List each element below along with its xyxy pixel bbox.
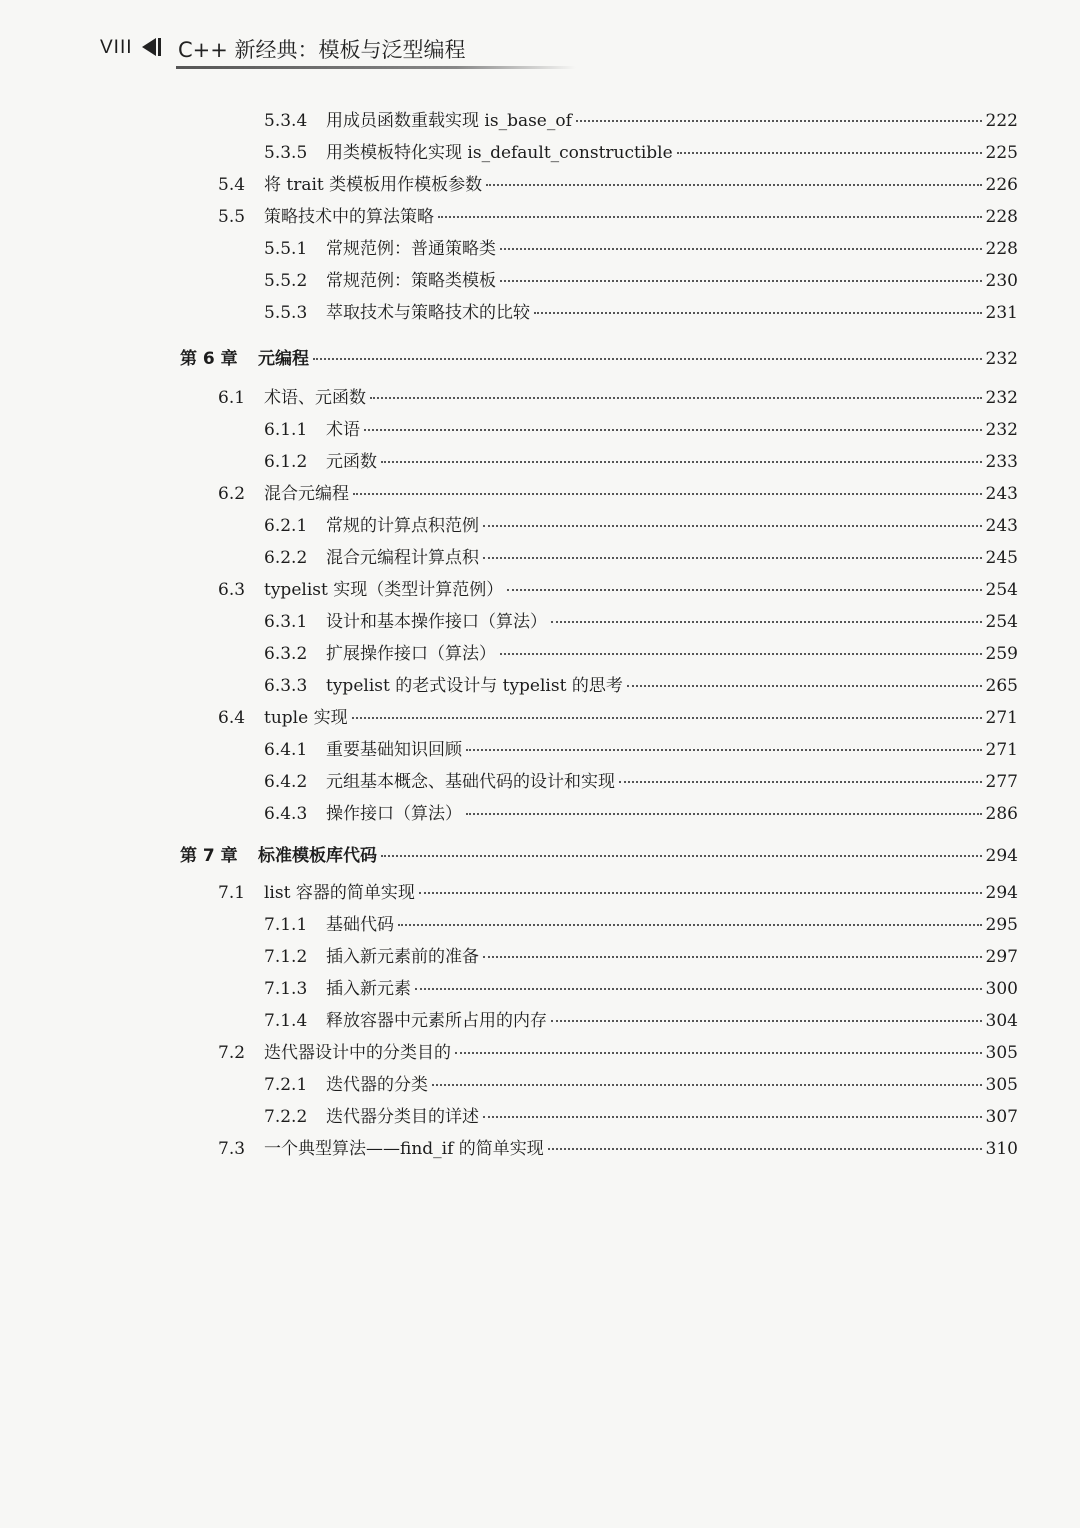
toc-entry-page: 243 [985,484,1018,504]
toc-entry-title: 设计和基本操作接口（算法） [326,612,547,632]
toc-entry-page: 294 [985,846,1018,866]
dot-leader [353,493,982,495]
dot-leader [483,557,982,559]
toc-entry-page: 231 [985,303,1018,323]
book-title: C++ 新经典：模板与泛型编程 [178,38,466,62]
toc-entry: 6.3.1 设计和基本操作接口（算法） 254 [264,607,1018,637]
toc-entry-page: 232 [985,388,1018,408]
toc-entry: 7.2.1 迭代器的分类 305 [264,1070,1018,1100]
toc-entry-title: 用类模板特化实现 is_default_constructible [326,143,673,163]
toc-entry-title: 混合元编程计算点积 [326,548,479,568]
header-rule [176,66,576,69]
toc-entry-title: 扩展操作接口（算法） [326,644,496,664]
toc-entry-title: 常规范例：普通策略类 [326,239,496,259]
toc-entry-page: 294 [985,883,1018,903]
toc-entry-title: typelist 实现（类型计算范例） [264,580,504,600]
toc-entry-page: 310 [985,1139,1018,1159]
toc-entry-page: 230 [985,271,1018,291]
dot-leader [398,924,982,926]
dot-leader [483,525,982,527]
toc-entry: 5.5 策略技术中的算法策略 228 [218,202,1018,232]
dot-leader [619,781,982,783]
dot-leader [500,248,982,250]
toc-entry: 7.1.1 基础代码 295 [264,910,1018,940]
toc-entry-title: list 容器的简单实现 [264,883,415,903]
page-number: VIII [100,37,133,58]
dot-leader [548,1148,982,1150]
toc-entry: 5.3.4 用成员函数重载实现 is_base_of 222 [264,106,1018,136]
toc-entry-title: 策略技术中的算法策略 [264,207,434,227]
toc-entry-title: typelist 的老式设计与 typelist 的思考 [326,676,623,696]
toc-entry: 6.4 tuple 实现 271 [218,703,1018,733]
toc-entry-page: 271 [985,740,1018,760]
dot-leader [483,956,982,958]
toc-entry: 7.2 迭代器设计中的分类目的 305 [218,1038,1018,1068]
toc-entry-title: 操作接口（算法） [326,804,462,824]
dot-leader [551,1020,982,1022]
toc-entry-title: 将 trait 类模板用作模板参数 [264,175,483,195]
toc-entry-title: 迭代器设计中的分类目的 [264,1043,451,1063]
dot-leader [415,988,982,990]
toc-entry: 7.1.2 插入新元素前的准备 297 [264,942,1018,972]
dot-leader [364,429,982,431]
toc-entry: 6.3.2 扩展操作接口（算法） 259 [264,639,1018,669]
toc-entry-page: 245 [985,548,1018,568]
toc-entry: 6.4.2 元组基本概念、基础代码的设计和实现 277 [264,767,1018,797]
toc-entry-page: 232 [985,420,1018,440]
toc-entry-title: 元函数 [326,452,377,472]
toc-entry-page: 304 [985,1011,1018,1031]
toc-entry: 6.1.2 元函数 233 [264,447,1018,477]
dot-leader [370,397,982,399]
toc-entry-title: 基础代码 [326,915,394,935]
dot-leader [576,120,982,122]
toc-entry-title: 元编程 [258,349,309,369]
toc-entry-title: 萃取技术与策略技术的比较 [326,303,530,323]
toc-entry-title: 元组基本概念、基础代码的设计和实现 [326,772,615,792]
toc-entry-page: 228 [985,207,1018,227]
dot-leader [438,216,982,218]
toc-entry-page: 254 [985,612,1018,632]
toc-chapter: 第 7 章 标准模板库代码 294 [180,841,1018,871]
dot-leader [466,813,982,815]
dot-leader [455,1052,982,1054]
toc-entry-page: 254 [985,580,1018,600]
toc-entry: 5.5.3 萃取技术与策略技术的比较 231 [264,298,1018,328]
toc-entry-page: 232 [985,349,1018,369]
toc-entry-page: 286 [985,804,1018,824]
toc-entry: 5.3.5 用类模板特化实现 is_default_constructible 225 [264,138,1018,168]
dot-leader [313,358,982,360]
toc-entry: 6.1.1 术语 232 [264,415,1018,445]
dot-leader [483,1116,982,1118]
dot-leader [534,312,982,314]
toc-entry-page: 300 [985,979,1018,999]
toc-entry-title: 用成员函数重载实现 is_base_of [326,111,572,131]
toc-entry-page: 265 [985,676,1018,696]
toc-entry: 6.4.3 操作接口（算法） 286 [264,799,1018,829]
toc-chapter: 第 6 章 元编程 232 [180,344,1018,374]
toc-entry: 5.5.2 常规范例：策略类模板 230 [264,266,1018,296]
toc-entry-title: 插入新元素 [326,979,411,999]
dot-leader [352,717,982,719]
toc-entry: 6.2 混合元编程 243 [218,479,1018,509]
dot-leader [500,280,982,282]
toc-entry-page: 295 [985,915,1018,935]
toc-entry-title: tuple 实现 [264,708,348,728]
toc-entry-title: 常规范例：策略类模板 [326,271,496,291]
toc-entry: 5.5.1 常规范例：普通策略类 228 [264,234,1018,264]
dot-leader [507,589,981,591]
toc-entry: 6.2.2 混合元编程计算点积 245 [264,543,1018,573]
toc-entry-title: 释放容器中元素所占用的内存 [326,1011,547,1031]
toc-entry-page: 226 [985,175,1018,195]
dot-leader [381,855,982,857]
dot-leader [432,1084,982,1086]
toc-entry: 7.2.2 迭代器分类目的详述 307 [264,1102,1018,1132]
toc-entry: 6.4.1 重要基础知识回顾 271 [264,735,1018,765]
toc-entry-title: 标准模板库代码 [258,846,377,866]
toc-entry-page: 305 [985,1043,1018,1063]
toc-entry-title: 常规的计算点积范例 [326,516,479,536]
toc-entry-page: 243 [985,516,1018,536]
toc-entry-title: 混合元编程 [264,484,349,504]
toc-entry-title: 一个典型算法——find_if 的简单实现 [264,1139,544,1159]
toc-entry-title: 迭代器分类目的详述 [326,1107,479,1127]
toc-entry-page: 222 [985,111,1018,131]
toc-entry-title: 术语 [326,420,360,440]
toc-entry-page: 271 [985,708,1018,728]
dot-leader [419,892,982,894]
running-header [100,30,580,70]
toc-entry-page: 233 [985,452,1018,472]
dot-leader [486,184,981,186]
toc-entry-page: 305 [985,1075,1018,1095]
toc-entry-page: 297 [985,947,1018,967]
dot-leader [551,621,982,623]
toc-entry: 7.3 一个典型算法——find_if 的简单实现 310 [218,1134,1018,1164]
triangle-marker-icon [140,36,162,58]
toc-entry: 7.1.3 插入新元素 300 [264,974,1018,1004]
dot-leader [677,152,982,154]
toc-entry: 6.3 typelist 实现（类型计算范例） 254 [218,575,1018,605]
toc-entry: 6.3.3 typelist 的老式设计与 typelist 的思考 265 [264,671,1018,701]
toc-entry: 7.1.4 释放容器中元素所占用的内存 304 [264,1006,1018,1036]
toc-entry-page: 307 [985,1107,1018,1127]
toc-entry-title: 迭代器的分类 [326,1075,428,1095]
dot-leader [381,461,982,463]
toc-entry-title: 术语、元函数 [264,388,366,408]
toc-entry-title: 重要基础知识回顾 [326,740,462,760]
toc-entry-page: 225 [985,143,1018,163]
toc-entry-title: 插入新元素前的准备 [326,947,479,967]
toc-entry: 6.1 术语、元函数 232 [218,383,1018,413]
toc-entry: 7.1 list 容器的简单实现 294 [218,878,1018,908]
toc-entry-page: 277 [985,772,1018,792]
toc-entry: 5.4 将 trait 类模板用作模板参数 226 [218,170,1018,200]
toc-entry-page: 228 [985,239,1018,259]
toc-entry-page: 259 [985,644,1018,664]
dot-leader [466,749,982,751]
dot-leader [627,685,982,687]
toc-entry: 6.2.1 常规的计算点积范例 243 [264,511,1018,541]
dot-leader [500,653,982,655]
